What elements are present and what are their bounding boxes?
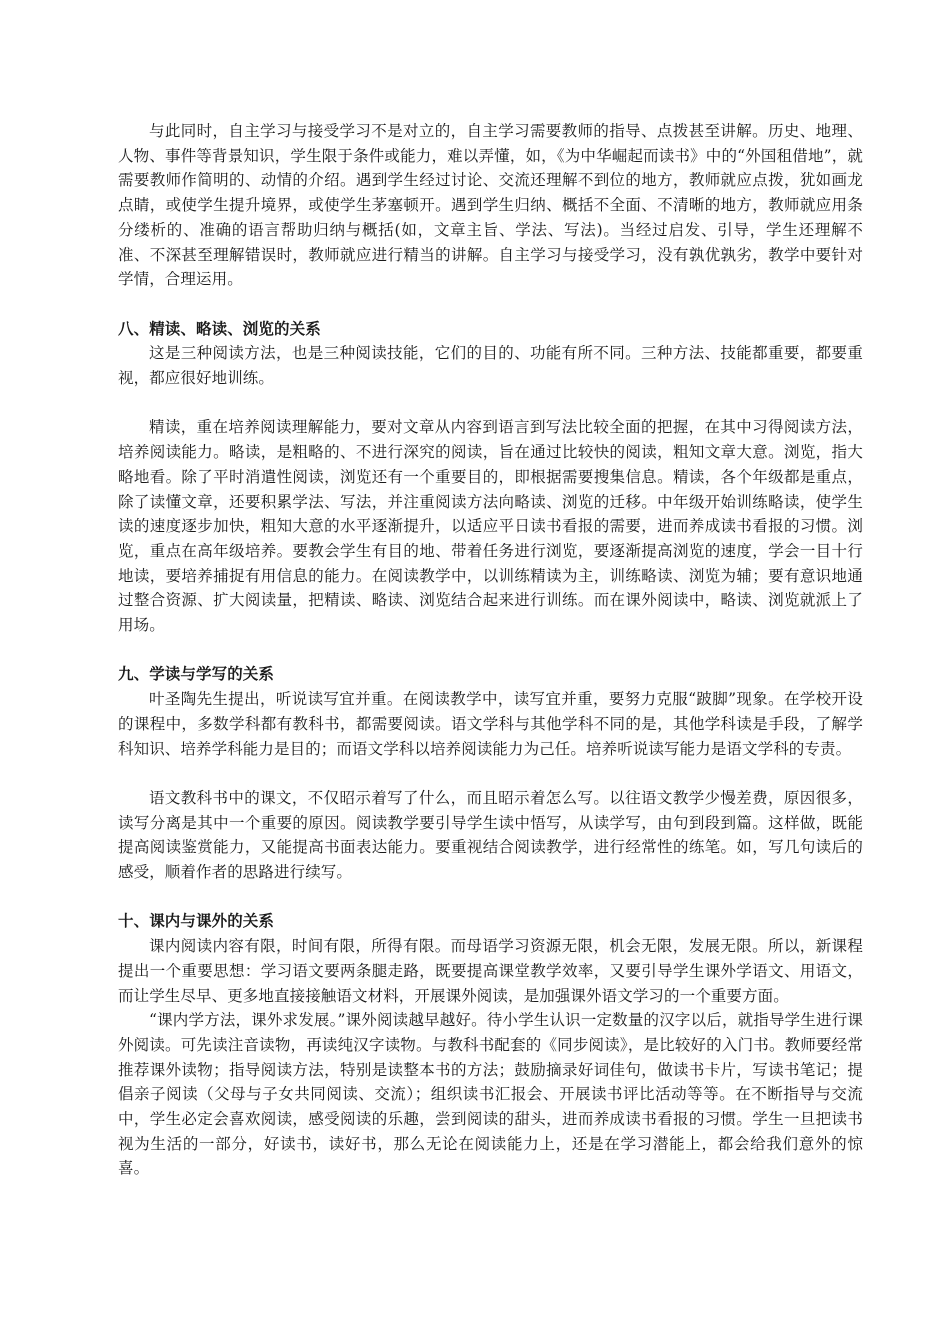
section-8-paragraph-1: 这是三种阅读方法，也是三种阅读技能，它们的目的、功能有所不同。三种方法、技能都重要，都要重视，都应很好地训练。 xyxy=(118,344,863,388)
paragraph-spacer xyxy=(118,885,863,910)
section-heading-9: 九、学读与学写的关系 xyxy=(118,664,275,684)
section-heading-10: 十、课内与课外的关系 xyxy=(118,911,275,931)
section-9-paragraph-2: 语文教科书中的课文，不仅昭示着写了什么，而且昭示着怎么写。以往语文教学少慢差费，原因很多，读写分离是其中一个重要的原因。阅读教学要引导学生读中悟写，从读学写，由句到段到篇。这样做，既能提高阅读鉴赏能力，又能提高书面表达能力。要重视结合阅读教学，进行经常性的练笔。如，写几句读后的感受，顺着作者的思路进行续写。 xyxy=(118,788,863,882)
section-10-paragraph-1: 课内阅读内容有限，时间有限，所得有限。而母语学习资源无限，机会无限，发展无限。所以，新课程提出一个重要思想：学习语文要两条腿走路，既要提高课堂教学效率，又要引导学生课外学语文、用语文，而让学生尽早、更多地直接接触语文材料，开展课外阅读，是加强课外语文学习的一个重要方面。 xyxy=(118,937,863,1005)
paragraph-spacer xyxy=(118,761,863,786)
section-10-paragraph-2: “课内学方法，课外求发展。”课外阅读越早越好。待小学生认识一定数量的汉字以后，就指导学生进行课外阅读。可先读注音读物，再读纯汉字读物。与教科书配套的《同步阅读》，是比较好的入门书。教师要经常推荐课外读物；指导阅读方法，特别是读整本书的方法；鼓励摘录好词佳句，做读书卡片，写读书笔记；提倡亲子阅读（父母与子女共同阅读、交流）；组织读书汇报会、开展读书评比活动等等。在不断指导与交流中，学生必定会喜欢阅读，感受阅读的乐趣，尝到阅读的甜头，进而养成读书看报的习惯。学生一旦把读书视为生活的一部分，好读书，读好书，那么无论在阅读能力上，还是在学习潜能上，都会给我们意外的惊喜。 xyxy=(118,1011,863,1178)
intro-paragraph: 与此同时，自主学习与接受学习不是对立的，自主学习需要教师的指导、点拨甚至讲解。历史、地理、人物、事件等背景知识，学生限于条件或能力，难以弄懂，如，《为中华崛起而读书》中的“外国租借地”，就需要教师作简明的、动情的介绍。遇到学生经过讨论、交流还理解不到位的地方，教师就应点拨，犹如画龙点睛，或使学生提升境界，或使学生茅塞顿开。遇到学生归纳、概括不全面、不清晰的地方，教师就应用条分缕析的、准确的语言帮助归纳与概括(如，文章主旨、学法、写法)。当经过启发、引导，学生还理解不准、不深甚至理解错误时，教师就应进行精当的讲解。自主学习与接受学习，没有孰优孰劣，教学中要针对学情，合理运用。 xyxy=(118,122,863,289)
document-body xyxy=(118,119,863,1181)
paragraph-spacer xyxy=(118,292,863,317)
paragraph-spacer xyxy=(118,638,863,663)
paragraph-spacer xyxy=(118,391,863,416)
section-heading-8: 八、精读、略读、浏览的关系 xyxy=(118,318,321,338)
section-9-paragraph-1: 叶圣陶先生提出，听说读写宜并重。在阅读教学中，读写宜并重，要努力克服“跛脚”现象。在学校开设的课程中，多数学科都有教科书，都需要阅读。语文学科与其他学科不同的是，其他学科读是手段，了解学科知识、培养学科能力是目的；而语文学科以培养阅读能力为己任。培养听说读写能力是语文学科的专责。 xyxy=(118,690,863,758)
section-8-paragraph-2: 精读，重在培养阅读理解能力，要对文章从内容到语言到写法比较全面的把握，在其中习得阅读方法，培养阅读能力。略读，是粗略的、不进行深究的阅读，旨在通过比较快的阅读，粗知文章大意。浏览，指大略地看。除了平时消遣性阅读，浏览还有一个重要目的，即根据需要搜集信息。精读，各个年级都是重点，除了读懂文章，还要积累学法、写法，并注重阅读方法向略读、浏览的迁移。中年级开始训练略读，使学生读的速度逐步加快，粗知大意的水平逐渐提升，以适应平日读书看报的需要，进而养成读书看报的习惯。浏览，重点在高年级培养。要教会学生有目的地、带着任务进行浏览，要逐渐提高浏览的速度，学会一目十行地读，要培养捕捉有用信息的能力。在阅读教学中，以训练精读为主，训练略读、浏览为辅；要有意识地通过整合资源、扩大阅读量，把精读、略读、浏览结合起来进行训练。而在课外阅读中，略读、浏览就派上了用场。 xyxy=(118,418,863,635)
